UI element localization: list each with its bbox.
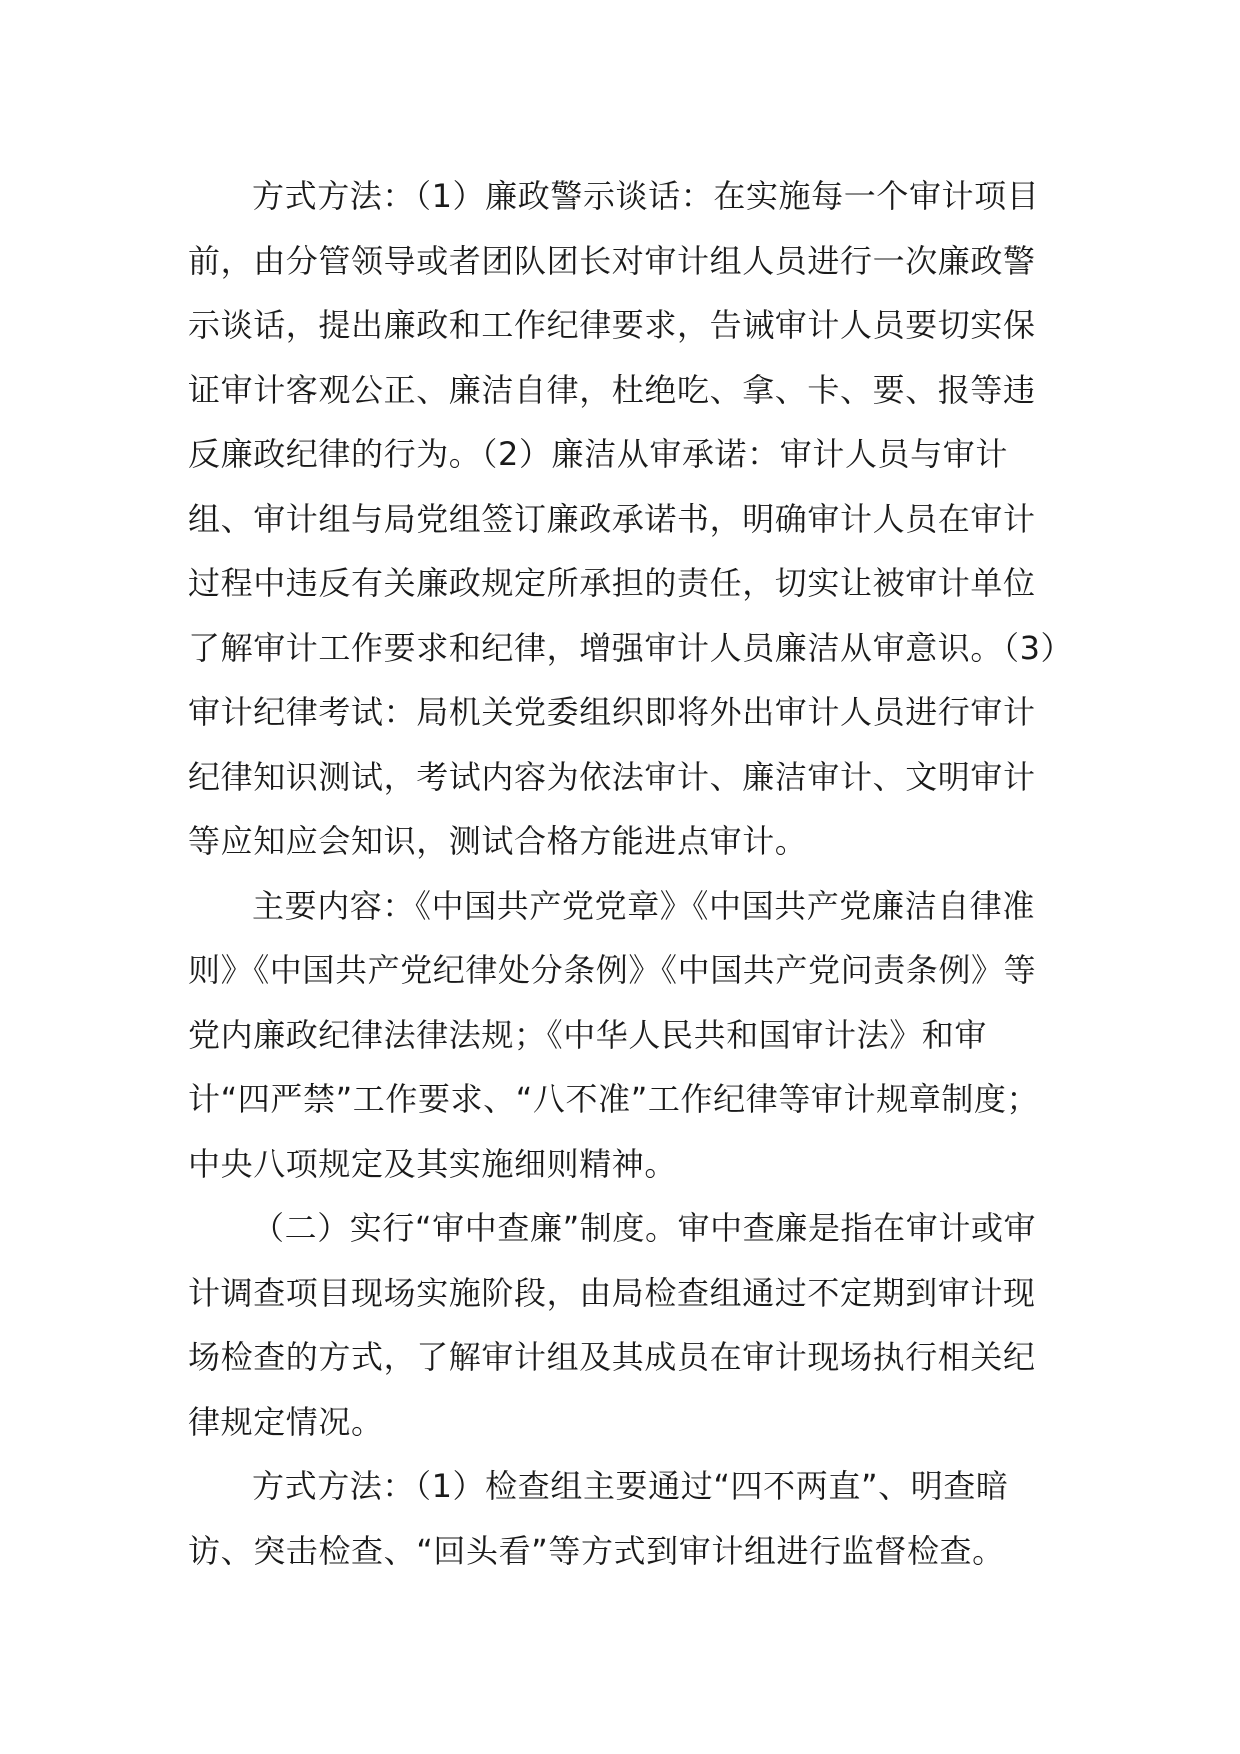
paragraph-methods-1: 方式方法：（1）廉政警示谈话：在实施每一个审计项目前，由分管领导或者团队团长对审计组人员进行一次廉政警示谈话，提出廉政和工作纪律要求，告诫审计人员要切实保证审计客观公正、廉洁自律，杜绝吃、拿、卡、要、报等违反廉政纪律的行为。（2）廉洁从审承诺：审计人员与审计组、审计组与局党组签订廉政承诺书，明确审计人员在审计过程中违反有关廉政规定所承担的责任，切实让被审计单位了解审计工作要求和纪律，增强审计人员廉洁从审意识。（3）审计纪律考试：局机关党委组织即将外出审计人员进行审计纪律知识测试，考试内容为依法审计、廉洁审计、文明审计等应知应会知识，测试合格方能进点审计。 [188, 177, 1058, 860]
document-body [188, 164, 1068, 1583]
paragraph-section-two: （二）实行“审中查廉”制度。审中查廉是指在审计或审计调查项目现场实施阶段，由局检查组通过不定期到审计现场检查的方式，了解审计组及其成员在审计现场执行相关纪律规定情况。 [188, 1209, 1037, 1441]
paragraph-main-content: 主要内容：《中国共产党党章》《中国共产党廉洁自律准则》《中国共产党纪律处分条例》《中国共产党问责条例》等党内廉政纪律法律法规；《中华人民共和国审计法》和审计“四严禁”工作要求、“八不准”工作纪律等审计规章制度；中央八项规定及其实施细则精神。 [188, 886, 1040, 1183]
paragraph-methods-2: 方式方法：（1）检查组主要通过“四不两直”、明查暗访、突击检查、“回头看”等方式到审计组进行监督检查。 [188, 1467, 1009, 1570]
